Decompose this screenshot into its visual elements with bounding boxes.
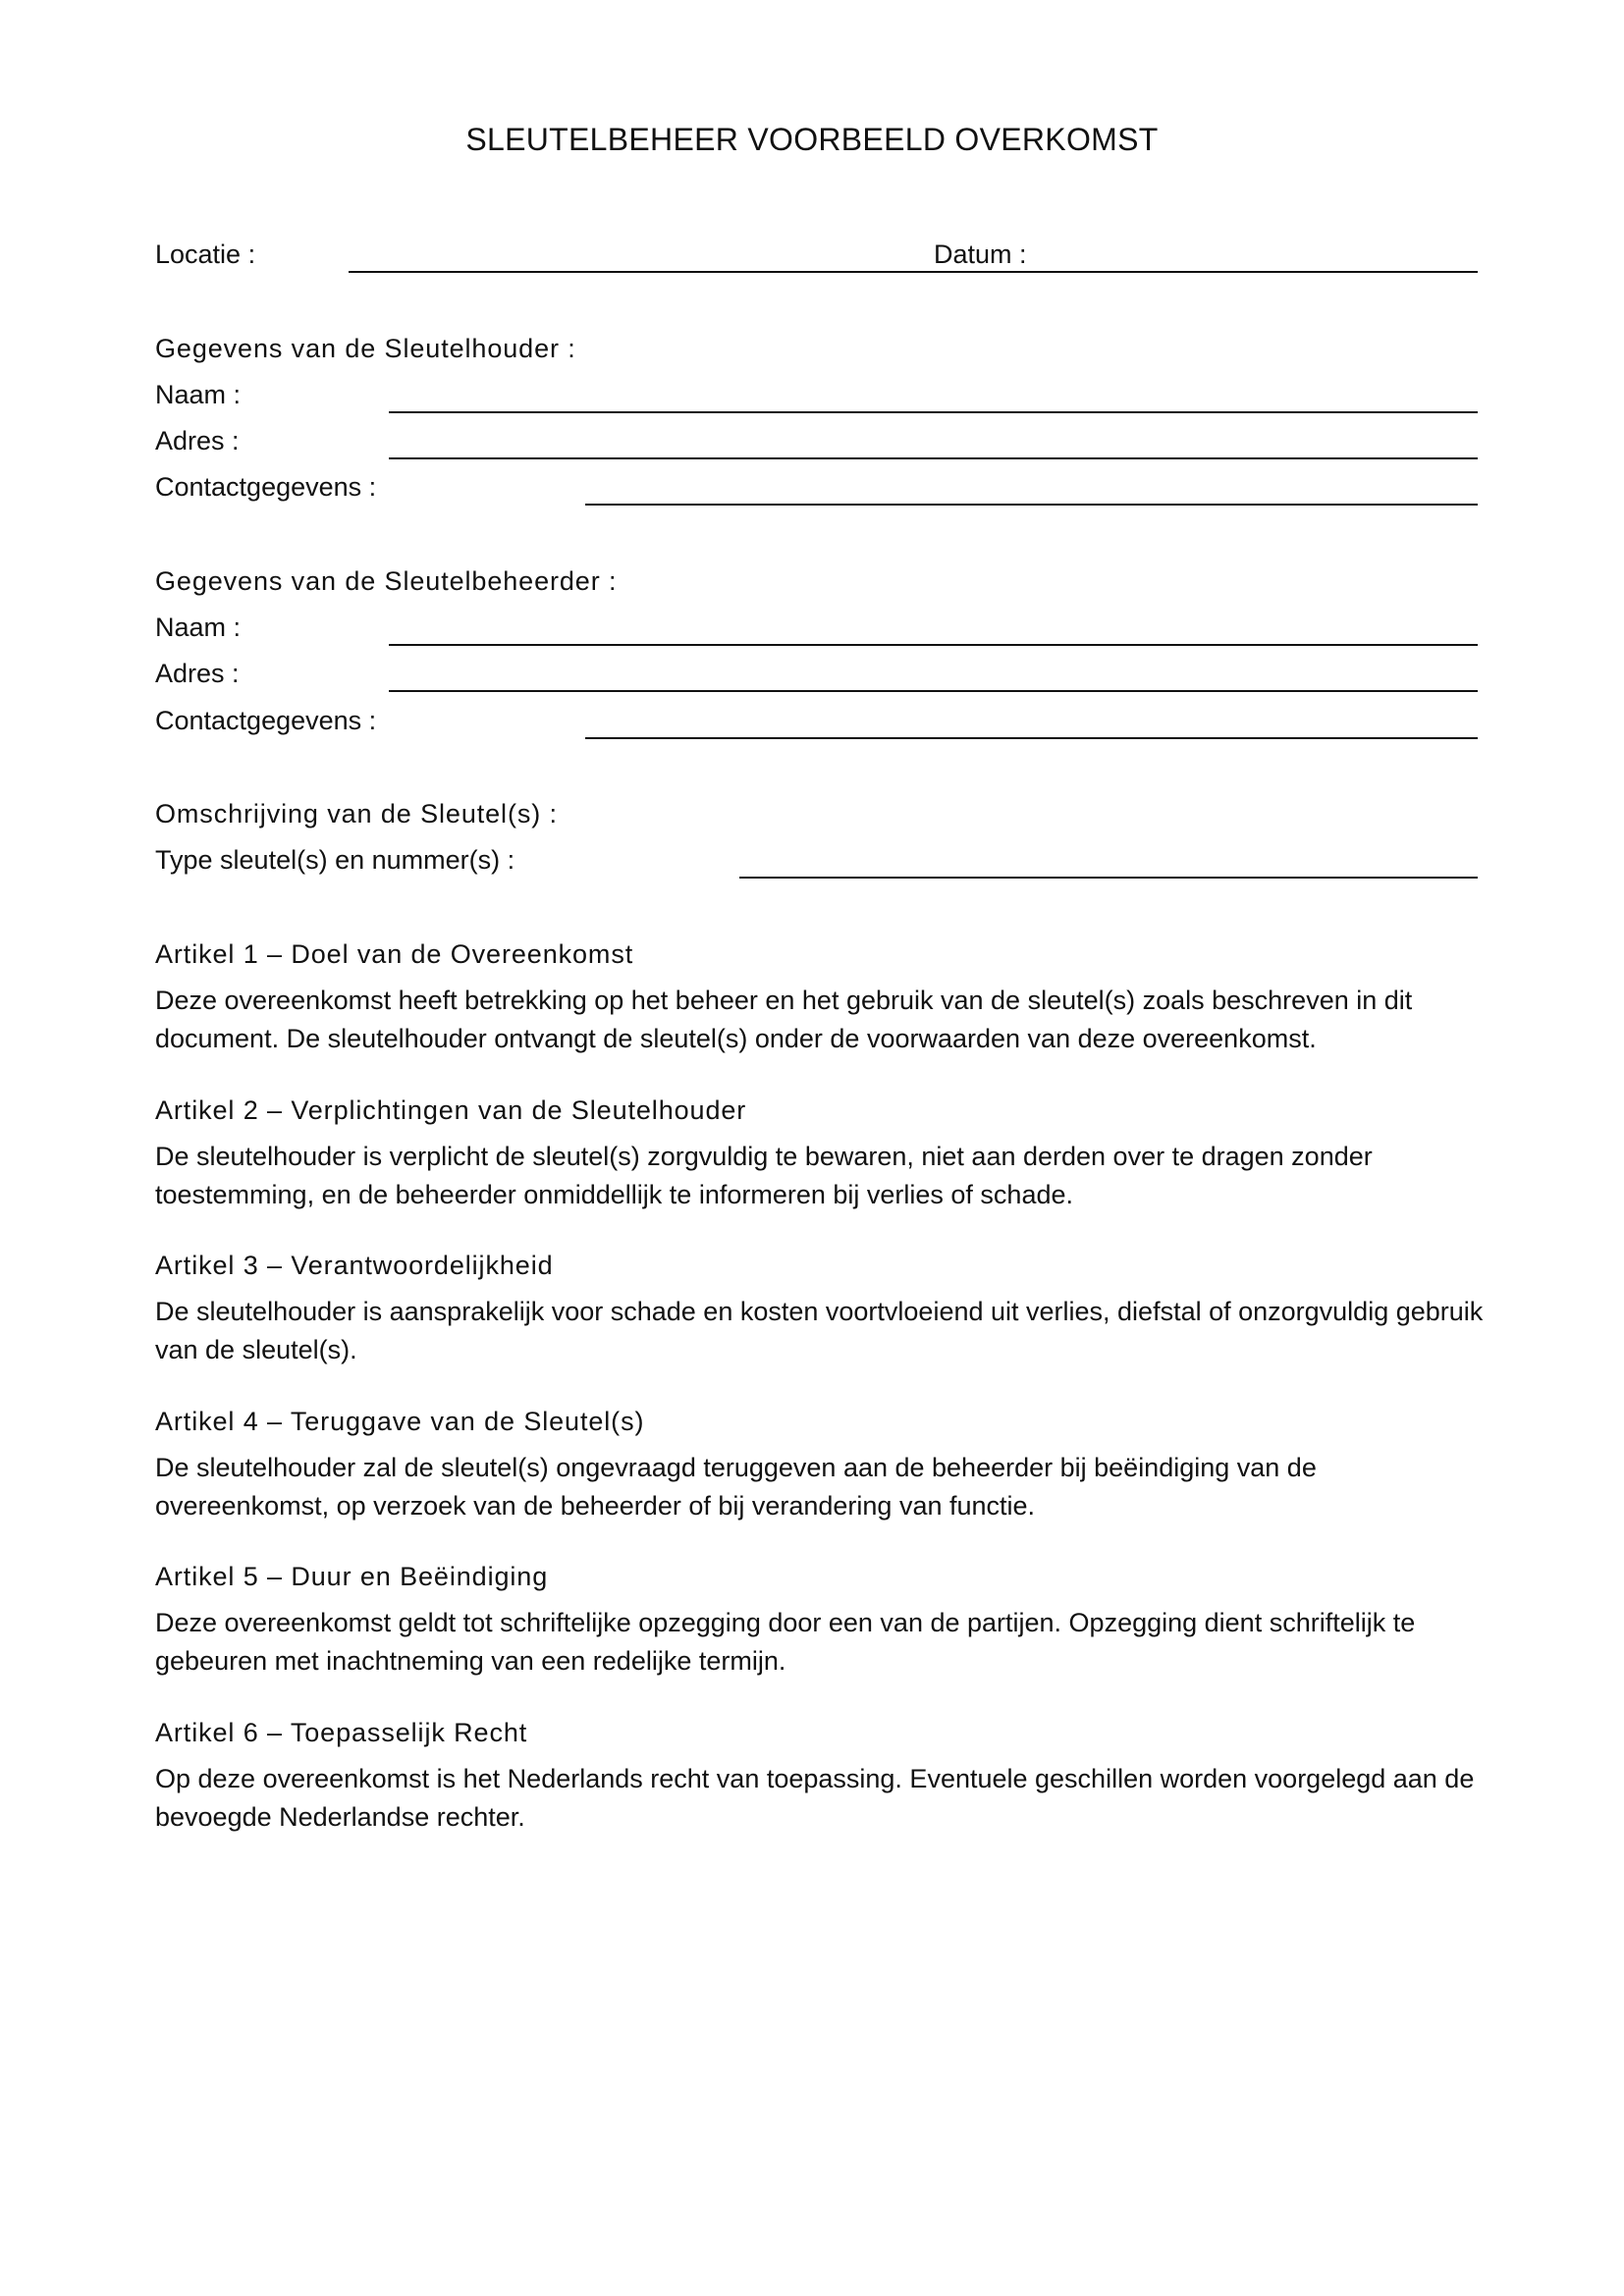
article-2-body: De sleutelhouder is verplicht de sleutel(s) zorgvuldig te bewaren, niet aan derden over te dragen zonder toestemming, en de beheerder onmiddellijk te informeren bij verlies of schade. [155, 1142, 1373, 1209]
keys-heading: Omschrijving van de Sleutel(s) : [155, 799, 558, 828]
keymanager-address-label: Adres : [155, 659, 240, 688]
article-6-body: Op deze overeenkomst is het Nederlands recht van toepassing. Eventuele geschillen worden voorgelegd aan de bevoegde Nederlandse rechter. [155, 1764, 1475, 1832]
article-1-title: Artikel 1 – Doel van de Overeenkomst [155, 939, 634, 969]
article-2-title: Artikel 2 – Verplichtingen van de Sleutelhouder [155, 1095, 747, 1125]
date-label: Datum : [934, 240, 1027, 269]
key-type-line[interactable] [739, 877, 1478, 879]
keymanager-contact-line[interactable] [585, 737, 1478, 739]
keyholder-address-label: Adres : [155, 426, 240, 455]
article-3-body: De sleutelhouder is aansprakelijk voor schade en kosten voortvloeiend uit verlies, diefstal of onzorgvuldig gebruik van de sleutel(s). [155, 1297, 1484, 1364]
article-3-title: Artikel 3 – Verantwoordelijkheid [155, 1251, 554, 1280]
keymanager-contact-label: Contactgegevens : [155, 706, 377, 735]
article-4-body: De sleutelhouder zal de sleutel(s) ongevraagd teruggeven aan de beheerder bij beëindiging van de overeenkomst, op verzoek van de beheerder of bij verandering van functie. [155, 1453, 1317, 1521]
keyholder-name-line[interactable] [389, 411, 1478, 413]
keymanager-name-line[interactable] [389, 644, 1478, 646]
keymanager-address-line[interactable] [389, 690, 1478, 692]
keymanager-heading: Gegevens van de Sleutelbeheerder : [155, 566, 618, 596]
article-1-body: Deze overeenkomst heeft betrekking op het beheer en het gebruik van de sleutel(s) zoals beschreven in dit document. De sleutelhouder ontvangt de sleutel(s) onder de voorwaarden van deze overeenkomst. [155, 986, 1413, 1053]
keyholder-contact-line[interactable] [585, 504, 1478, 506]
keyholder-address-line[interactable] [389, 457, 1478, 459]
key-type-label: Type sleutel(s) en nummer(s) : [155, 845, 515, 875]
article-4-title: Artikel 4 – Teruggave van de Sleutel(s) [155, 1407, 645, 1436]
article-5-body: Deze overeenkomst geldt tot schriftelijke opzegging door een van de partijen. Opzegging dient schriftelijk te gebeuren met inachtneming van een redelijke termijn. [155, 1608, 1416, 1676]
keyholder-contact-label: Contactgegevens : [155, 472, 377, 502]
keyholder-heading: Gegevens van de Sleutelhouder : [155, 334, 576, 363]
document-title: SLEUTELBEHEER VOORBEELD OVERKOMST [465, 122, 1159, 157]
keymanager-name-label: Naam : [155, 613, 242, 642]
location-date-fill-line[interactable] [349, 271, 1478, 273]
article-6-title: Artikel 6 – Toepasselijk Recht [155, 1718, 528, 1747]
article-5-title: Artikel 5 – Duur en Beëindiging [155, 1562, 549, 1591]
location-label: Locatie : [155, 240, 256, 269]
keyholder-name-label: Naam : [155, 380, 242, 409]
